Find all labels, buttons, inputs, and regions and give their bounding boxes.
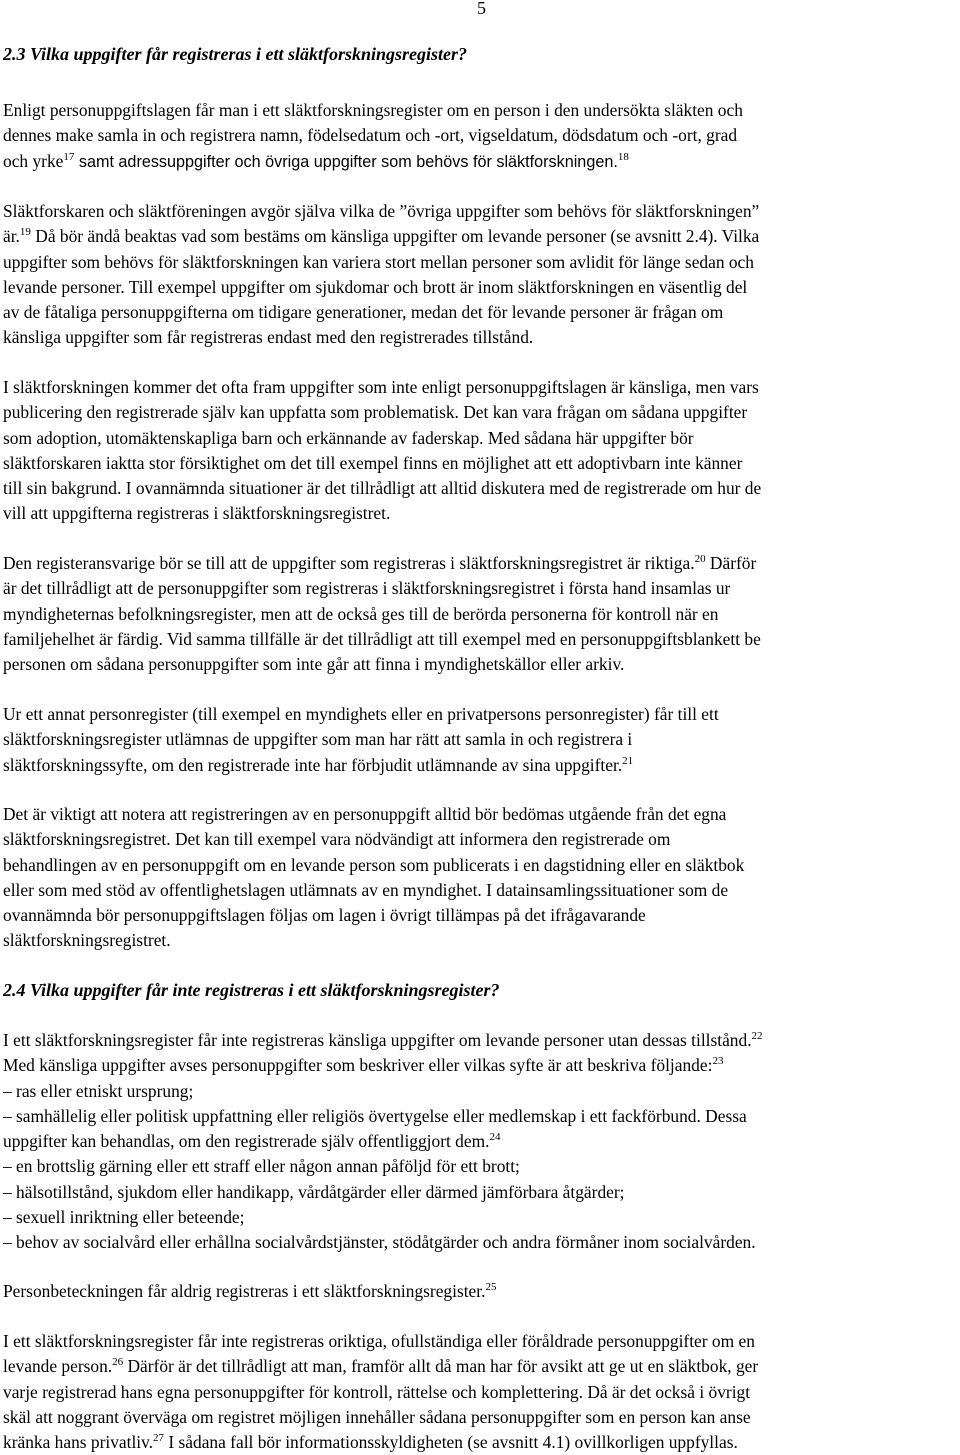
- text-run: Den registeransvarige bör se till att de uppgifter som registreras i släktforskningsregistret är riktiga.: [3, 553, 695, 573]
- text-line: Enligt personuppgiftslagen får man i ett släktforskningsregister om en person i den undersökta släkten och: [3, 100, 743, 120]
- paragraph-8: [3, 1279, 958, 1304]
- text-line: vill att uppgifterna registreras i släktforskningsregistret.: [3, 503, 391, 524]
- footnote-ref-26[interactable]: 26: [112, 1356, 124, 1369]
- footnote-ref-20[interactable]: 20: [694, 553, 706, 565]
- paragraph-4: [3, 551, 958, 677]
- section-heading-2-4: 2.4 Vilka uppgifter får inte registreras i ett släktforskningsregister?: [3, 980, 500, 1000]
- text-run: Därför: [705, 553, 757, 573]
- text-line: [3, 1354, 958, 1379]
- text-run: och yrke: [3, 150, 64, 171]
- paragraph-2: [3, 199, 958, 351]
- text-run: är.: [3, 226, 20, 247]
- text-line: publicering den registrerade själv kan uppfatta som problematisk. Det kan vara frågan om sådana uppgifter: [3, 402, 748, 423]
- text-run: I sådana fall bör informationsskyldigheten (se avsnitt 4.1) ovillkorligen uppfyllas.: [164, 1432, 738, 1453]
- text-line: som adoption, utomäktenskapliga barn och erkännande av faderskap. Med sådana här uppgifter bör: [3, 427, 694, 448]
- footnote-ref-17[interactable]: 17: [63, 150, 75, 163]
- paragraph-5: [3, 702, 958, 778]
- footnote-ref-27[interactable]: 27: [153, 1432, 165, 1445]
- text-line: ovannämnda bör personuppgiftslagen följas om lagen i övrigt tillämpas på det ifrågavarande: [3, 905, 646, 926]
- paragraph-9: [3, 1329, 958, 1455]
- text-line: släktforskningsregistret.: [3, 930, 171, 951]
- text-run: uppgifter kan behandlas, om den registrerade själv offentliggjort dem.: [3, 1131, 490, 1152]
- text-line: släktforskningsregistret. Det kan till exempel vara nödvändigt att informera den registrerade om: [3, 829, 671, 850]
- text-line: I ett släktforskningsregister får inte registreras oriktiga, ofullständiga eller föråldrade personuppgifter om en: [3, 1331, 755, 1351]
- footnote-ref-23[interactable]: 23: [712, 1055, 724, 1068]
- paragraph-6: [3, 802, 958, 954]
- text-line: till sin bakgrund. I ovannämnda situationer är det tillrådligt att alltid diskutera med de registrerade om hur de: [3, 478, 762, 499]
- footnote-ref-24[interactable]: 24: [489, 1131, 501, 1144]
- text-line: levande personer. Till exempel uppgifter om sjukdomar och brott är inom släktforskningen en väsentlig del: [3, 276, 748, 297]
- footnote-ref-25[interactable]: 25: [485, 1281, 497, 1293]
- text-run: I ett släktforskningsregister får inte registreras känsliga uppgifter om levande personer utan dessas tillstånd.: [3, 1030, 752, 1050]
- text-line: [3, 1053, 958, 1078]
- list-item: – sexuell inriktning eller beteende;: [3, 1207, 245, 1228]
- list-item: – ras eller etniskt ursprung;: [3, 1080, 194, 1101]
- list-item: – en brottslig gärning eller ett straff eller någon annan påföljd för ett brott;: [3, 1156, 520, 1177]
- text-run: kränka hans privatliv.: [3, 1432, 154, 1453]
- text-line: [3, 1028, 958, 1053]
- text-run: Personbeteckningen får aldrig registreras i ett släktforskningsregister.: [3, 1281, 486, 1301]
- text-line: Släktforskaren och släktföreningen avgör själva vilka de ”övriga uppgifter som behövs för släktforskningen”: [3, 201, 760, 221]
- text-line: I släktforskningen kommer det ofta fram uppgifter som inte enligt personuppgiftslagen är känsliga, men vars: [3, 377, 759, 397]
- footnote-ref-21[interactable]: 21: [622, 754, 634, 767]
- text-run: Då bör ändå beaktas vad som bestäms om känsliga uppgifter om levande personer (se avsnitt 2.4). Vilka: [30, 226, 760, 247]
- text-line: känsliga uppgifter som får registreras endast med den registrerades tillstånd.: [3, 327, 534, 348]
- text-line: [3, 551, 958, 576]
- text-line: familjehelhet är färdig. Vid samma tillfälle är det tillrådligt att till exempel med en personuppgiftsblankett be: [3, 628, 761, 649]
- text-run: Därför är det tillrådligt att man, framför allt då man har för avsikt att ge ut en släktbok, ger: [123, 1356, 759, 1377]
- page-number: 5: [477, 0, 486, 18]
- list-item: – samhällelig eller politisk uppfattning eller religiös övertygelse eller medlemskap i ett fackförbund. Dessa: [3, 1105, 747, 1126]
- text-line: dennes make samla in och registrera namn, födelsedatum och -ort, vigseldatum, dödsdatum och -ort, grad: [3, 125, 738, 146]
- text-line: [3, 224, 958, 249]
- text-line: [3, 1129, 958, 1154]
- text-line: behandlingen av en personuppgift om en levande person som publicerats i en dagstidning eller en släktbok: [3, 854, 745, 875]
- text-line: skäl att noggrant överväga om registret möjligen innehåller sådana personuppgifter som en person kan anse: [3, 1406, 751, 1427]
- text-line: [3, 149, 958, 175]
- text-line: av de fåtaliga personuppgifterna om tidigare generationer, medan det för levande personer är frågan om: [3, 302, 724, 323]
- text-line: är det tillrådligt att de personuppgifter som registreras i släktforskningsregistret i första hand insamlas ur: [3, 578, 731, 599]
- paragraph-1: [3, 98, 958, 175]
- text-line: Det är viktigt att notera att registreringen av en personuppgift alltid bör bedömas utgående från det egna: [3, 804, 727, 824]
- footnote-ref-18[interactable]: 18: [617, 150, 629, 163]
- text-line: uppgifter som behövs för släktforskningen kan variera stort mellan personer som avlidit för länge sedan och: [3, 251, 754, 272]
- text-line: [3, 1279, 958, 1304]
- paragraph-3: [3, 375, 958, 527]
- text-run: släktforskningssyfte, om den registrerade inte har förbjudit utlämnande av sina uppgifter.: [3, 754, 623, 775]
- text-run: Med känsliga uppgifter avses personuppgifter som beskriver eller vilkas syfte är att beskriva följande:: [3, 1055, 713, 1076]
- text-line: släktforskningsregister utlämnas de uppgifter som man har rätt att samla in och registrera i: [3, 729, 633, 750]
- paragraph-7: [3, 1028, 958, 1256]
- text-line: Ur ett annat personregister (till exempel en myndighets eller en privatpersons personregister) får till ett: [3, 704, 719, 724]
- footnote-ref-19[interactable]: 19: [19, 226, 31, 239]
- section-heading-2-3: 2.3 Vilka uppgifter får registreras i ett släktforskningsregister?: [3, 44, 468, 64]
- text-run: levande person.: [3, 1356, 113, 1377]
- footnote-ref-22[interactable]: 22: [751, 1030, 763, 1042]
- text-line: [3, 753, 958, 778]
- text-line: eller som med stöd av offentlighetslagen utlämnats av en myndighet. I datainsamlingssituationer som de: [3, 879, 729, 900]
- list-item: – hälsotillstånd, sjukdom eller handikapp, vårdåtgärder eller därmed jämförbara åtgärder;: [3, 1181, 625, 1202]
- text-run: samt adressuppgifter och övriga uppgifter som behövs för släktforskningen.: [74, 152, 618, 171]
- text-line: [3, 1430, 958, 1455]
- text-line: släktforskaren iaktta stor försiktighet om det till exempel finns en möjlighet att ett adoptivbarn inte känner: [3, 452, 743, 473]
- list-item: – behov av socialvård eller erhållna socialvårdstjänster, stödåtgärder och andra förmåner inom socialvården.: [3, 1232, 756, 1253]
- text-line: personen om sådana personuppgifter som inte går att finna i myndighetskällor eller arkiv.: [3, 654, 625, 675]
- text-line: myndigheternas befolkningsregister, men att de också ges till de berörda personerna för kontroll när en: [3, 603, 719, 624]
- text-line: varje registrerad hans egna personuppgifter för kontroll, rättelse och komplettering. Då är det också i övrigt: [3, 1381, 751, 1402]
